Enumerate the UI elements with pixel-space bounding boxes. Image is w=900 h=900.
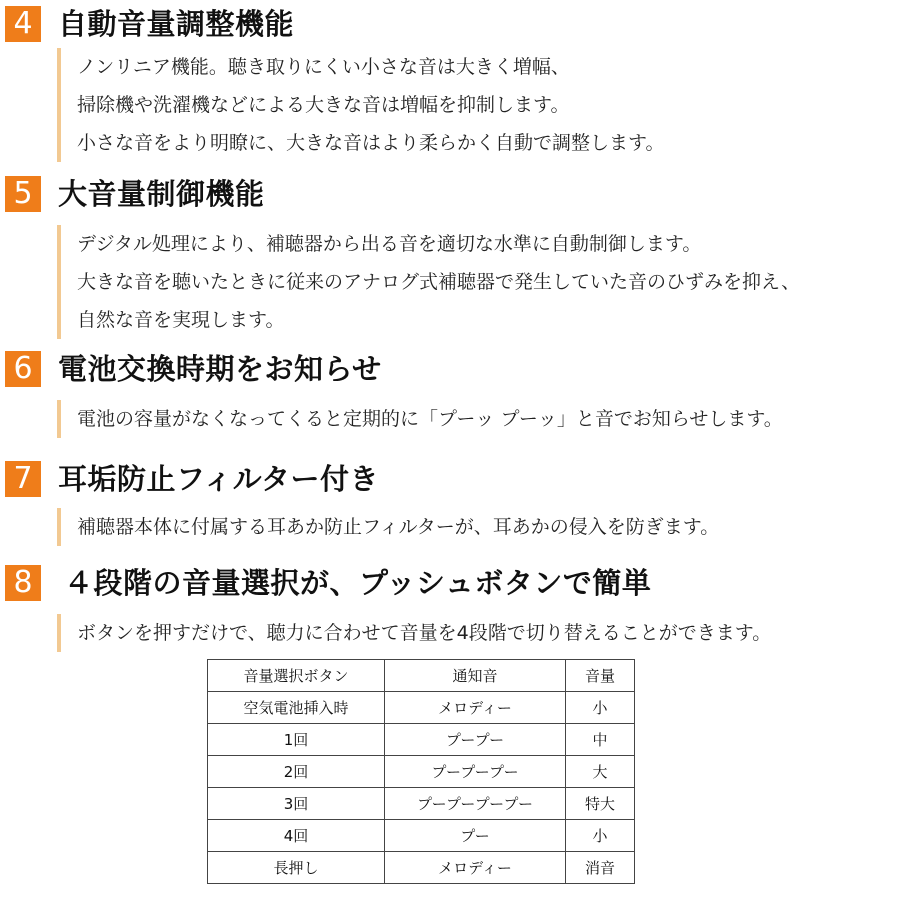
- section-number-badge: 8: [5, 565, 41, 601]
- section-number-badge: 6: [5, 351, 41, 387]
- body-line: 掃除機や洗濯機などによる大きな音は増幅を抑制します。: [77, 94, 570, 116]
- body-line: ボタンを押すだけで、聴力に合わせて音量を4段階で切り替えることができます。: [77, 622, 772, 644]
- table-cell: 3回: [208, 788, 385, 820]
- section-title: 電池交換時期をお知らせ: [58, 352, 382, 386]
- table-cell: 消音: [566, 852, 635, 884]
- table-row: [208, 692, 635, 724]
- header-cell: 音量選択ボタン: [208, 660, 385, 692]
- table-row: [208, 788, 635, 820]
- header-cell: 通知音: [385, 660, 566, 692]
- body-line: 補聴器本体に付属する耳あか防止フィルターが、耳あかの侵入を防ぎます。: [77, 516, 720, 538]
- table-row: [208, 756, 635, 788]
- section-title: 自動音量調整機能: [58, 7, 295, 41]
- table-cell: 4回: [208, 820, 385, 852]
- table-cell: 2回: [208, 756, 385, 788]
- body-line: 自然な音を実現します。: [77, 309, 285, 331]
- section-body: [57, 225, 800, 339]
- table-row: [208, 724, 635, 756]
- section-body: [57, 508, 719, 546]
- table-row: [208, 820, 635, 852]
- table-cell: プープープー: [385, 756, 566, 788]
- body-line: 大きな音を聴いたときに従来のアナログ式補聴器で発生していた音のひずみを抑え、: [77, 271, 801, 293]
- volume-table: [207, 659, 635, 884]
- table-cell: 1回: [208, 724, 385, 756]
- table-cell: 特大: [566, 788, 635, 820]
- table-cell: 空気電池挿入時: [208, 692, 385, 724]
- section-number-badge: 5: [5, 176, 41, 212]
- header-cell: 音量: [566, 660, 635, 692]
- body-line: ノンリニア機能。聴き取りにくい小さな音は大きく増幅、: [77, 56, 570, 78]
- section-body: [57, 48, 664, 162]
- table-cell: プープープープー: [385, 788, 566, 820]
- table-cell: 大: [566, 756, 635, 788]
- table-cell: 中: [566, 724, 635, 756]
- body-line: 電池の容量がなくなってくると定期的に「プーッ プーッ」と音でお知らせします。: [77, 408, 783, 430]
- body-line: 小さな音をより明瞭に、大きな音はより柔らかく自動で調整します。: [77, 132, 665, 154]
- table-cell: 小: [566, 820, 635, 852]
- section-title: 大音量制御機能: [58, 177, 265, 211]
- table-cell: プー: [385, 820, 566, 852]
- body-line: デジタル処理により、補聴器から出る音を適切な水準に自動制御します。: [77, 233, 702, 255]
- section-body: [57, 400, 783, 438]
- table-cell: メロディー: [385, 692, 566, 724]
- table-cell: プープー: [385, 724, 566, 756]
- section-title: ４段階の音量選択が、プッシュボタンで簡単: [64, 566, 652, 600]
- table-cell: メロディー: [385, 852, 566, 884]
- table-row: [208, 852, 635, 884]
- section-number-badge: 7: [5, 461, 41, 497]
- section-number-badge: 4: [5, 6, 41, 42]
- section-body: [57, 614, 771, 652]
- section-title: 耳垢防止フィルター付き: [58, 462, 380, 496]
- table-header-row: [208, 660, 635, 692]
- table-cell: 長押し: [208, 852, 385, 884]
- table-cell: 小: [566, 692, 635, 724]
